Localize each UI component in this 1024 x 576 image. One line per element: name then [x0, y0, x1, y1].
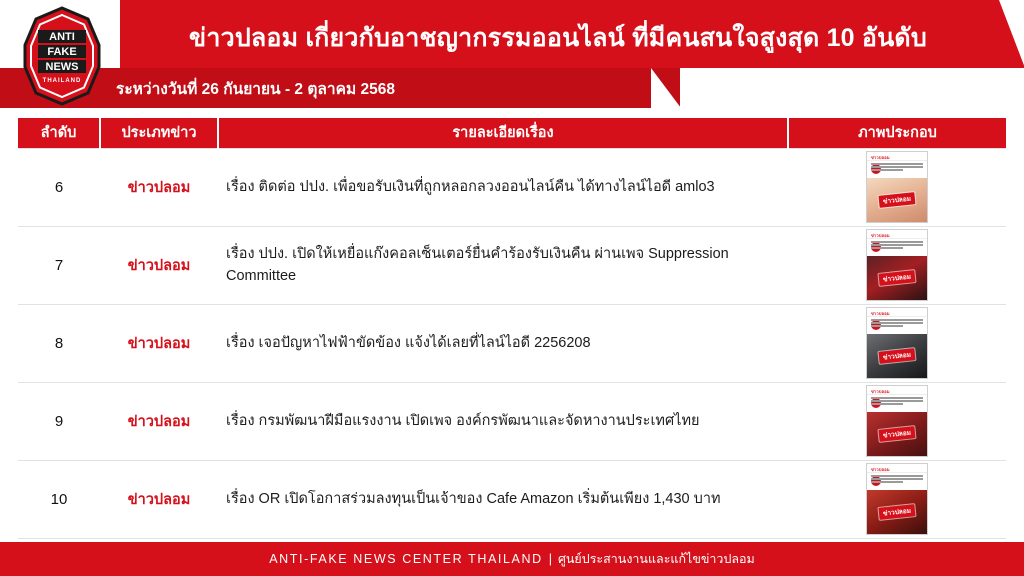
thumbnail-text-lines — [871, 475, 923, 484]
ranking-table — [18, 118, 1006, 539]
thumbnail-stamp: ข่าวปลอม — [878, 504, 915, 520]
svg-text:THAILAND: THAILAND — [42, 78, 82, 84]
thumbnail-stamp: ข่าวปลอม — [878, 348, 915, 364]
thumbnail-stamp: ข่าวปลอม — [878, 192, 915, 208]
thumbnail-stamp: ข่าวปลอม — [878, 426, 915, 442]
cell-type: ข่าวปลอม — [100, 382, 218, 460]
thumbnail-text-lines — [871, 397, 923, 406]
table-body — [18, 148, 1006, 538]
page-title: ข่าวปลอม เกี่ยวกับอาชญากรรมออนไลน์ ที่มีคนสนใจสูงสุด 10 อันดับ — [189, 24, 927, 52]
anti-fake-news-logo — [12, 6, 112, 106]
news-thumbnail[interactable] — [866, 385, 928, 457]
cell-image — [788, 304, 1006, 382]
thumbnail-text-lines — [871, 319, 923, 328]
news-thumbnail[interactable] — [866, 229, 928, 301]
cell-rank: 8 — [18, 304, 100, 382]
thumbnail-brand-label: ข่าวปลอม — [871, 154, 890, 160]
cell-type: ข่าวปลอม — [100, 226, 218, 304]
cell-type: ข่าวปลอม — [100, 148, 218, 226]
column-header-image: ภาพประกอบ — [788, 118, 1006, 148]
cell-detail: เรื่อง ติดต่อ ปปง. เพื่อขอรับเงินที่ถูกหลอกลวงออนไลน์คืน ได้ทางไลน์ไอดี amlo3 — [218, 148, 788, 226]
svg-text:ANTI: ANTI — [49, 31, 75, 43]
thumbnail-brand-label: ข่าวปลอม — [871, 232, 890, 238]
cell-image — [788, 148, 1006, 226]
footer-bar — [0, 542, 1024, 576]
cell-type: ข่าวปลอม — [100, 460, 218, 538]
cell-image — [788, 226, 1006, 304]
cell-rank: 6 — [18, 148, 100, 226]
cell-rank: 9 — [18, 382, 100, 460]
cell-image — [788, 460, 1006, 538]
svg-text:NEWS: NEWS — [45, 61, 79, 73]
news-thumbnail[interactable] — [866, 307, 928, 379]
thumbnail-brand-label: ข่าวปลอม — [871, 388, 890, 394]
cell-rank: 7 — [18, 226, 100, 304]
column-header-detail: รายละเอียดเรื่อง — [218, 118, 788, 148]
thumbnail-brand-label: ข่าวปลอม — [871, 310, 890, 316]
table-row — [18, 304, 1006, 382]
table-header — [18, 118, 1006, 148]
column-header-type: ประเภทข่าว — [100, 118, 218, 148]
cell-detail: เรื่อง เจอปัญหาไฟฟ้าขัดข้อง แจ้งได้เลยที่ไลน์ไอดี 2256208 — [218, 304, 788, 382]
table-row — [18, 148, 1006, 226]
cell-type: ข่าวปลอม — [100, 304, 218, 382]
table-row — [18, 382, 1006, 460]
cell-rank: 10 — [18, 460, 100, 538]
thumbnail-text-lines — [871, 241, 923, 250]
table-header-row — [18, 118, 1006, 148]
table-row — [18, 226, 1006, 304]
news-thumbnail[interactable] — [866, 151, 928, 223]
thumbnail-brand-label: ข่าวปลอม — [871, 466, 890, 472]
cell-detail: เรื่อง ปปง. เปิดให้เหยื่อแก๊งคอลเซ็นเตอร์ยื่นคำร้องรับเงินคืน ผ่านเพจ Suppression Committee — [218, 226, 788, 304]
column-header-rank: ลำดับ — [18, 118, 100, 148]
footer-english-text: ANTI-FAKE NEWS CENTER THAILAND — [269, 552, 543, 566]
footer-thai-text: ศูนย์ประสานงานและแก้ไขข่าวปลอม — [557, 552, 755, 566]
table-row — [18, 460, 1006, 538]
date-range-subtitle: ระหว่างวันที่ 26 กันยายน - 2 ตุลาคม 2568 — [116, 81, 395, 98]
news-thumbnail[interactable] — [866, 463, 928, 535]
svg-text:FAKE: FAKE — [47, 46, 77, 58]
footer-separator: | — [548, 552, 552, 566]
ranking-table-wrapper — [18, 118, 1006, 539]
thumbnail-stamp: ข่าวปลอม — [878, 270, 915, 286]
cell-detail: เรื่อง กรมพัฒนาฝีมือแรงงาน เปิดเพจ องค์กรพัฒนาและจัดหางานประเทศไทย — [218, 382, 788, 460]
cell-image — [788, 382, 1006, 460]
cell-detail: เรื่อง OR เปิดโอกาสร่วมลงทุนเป็นเจ้าของ Cafe Amazon เริ่มต้นเพียง 1,430 บาท — [218, 460, 788, 538]
thumbnail-text-lines — [871, 163, 923, 172]
